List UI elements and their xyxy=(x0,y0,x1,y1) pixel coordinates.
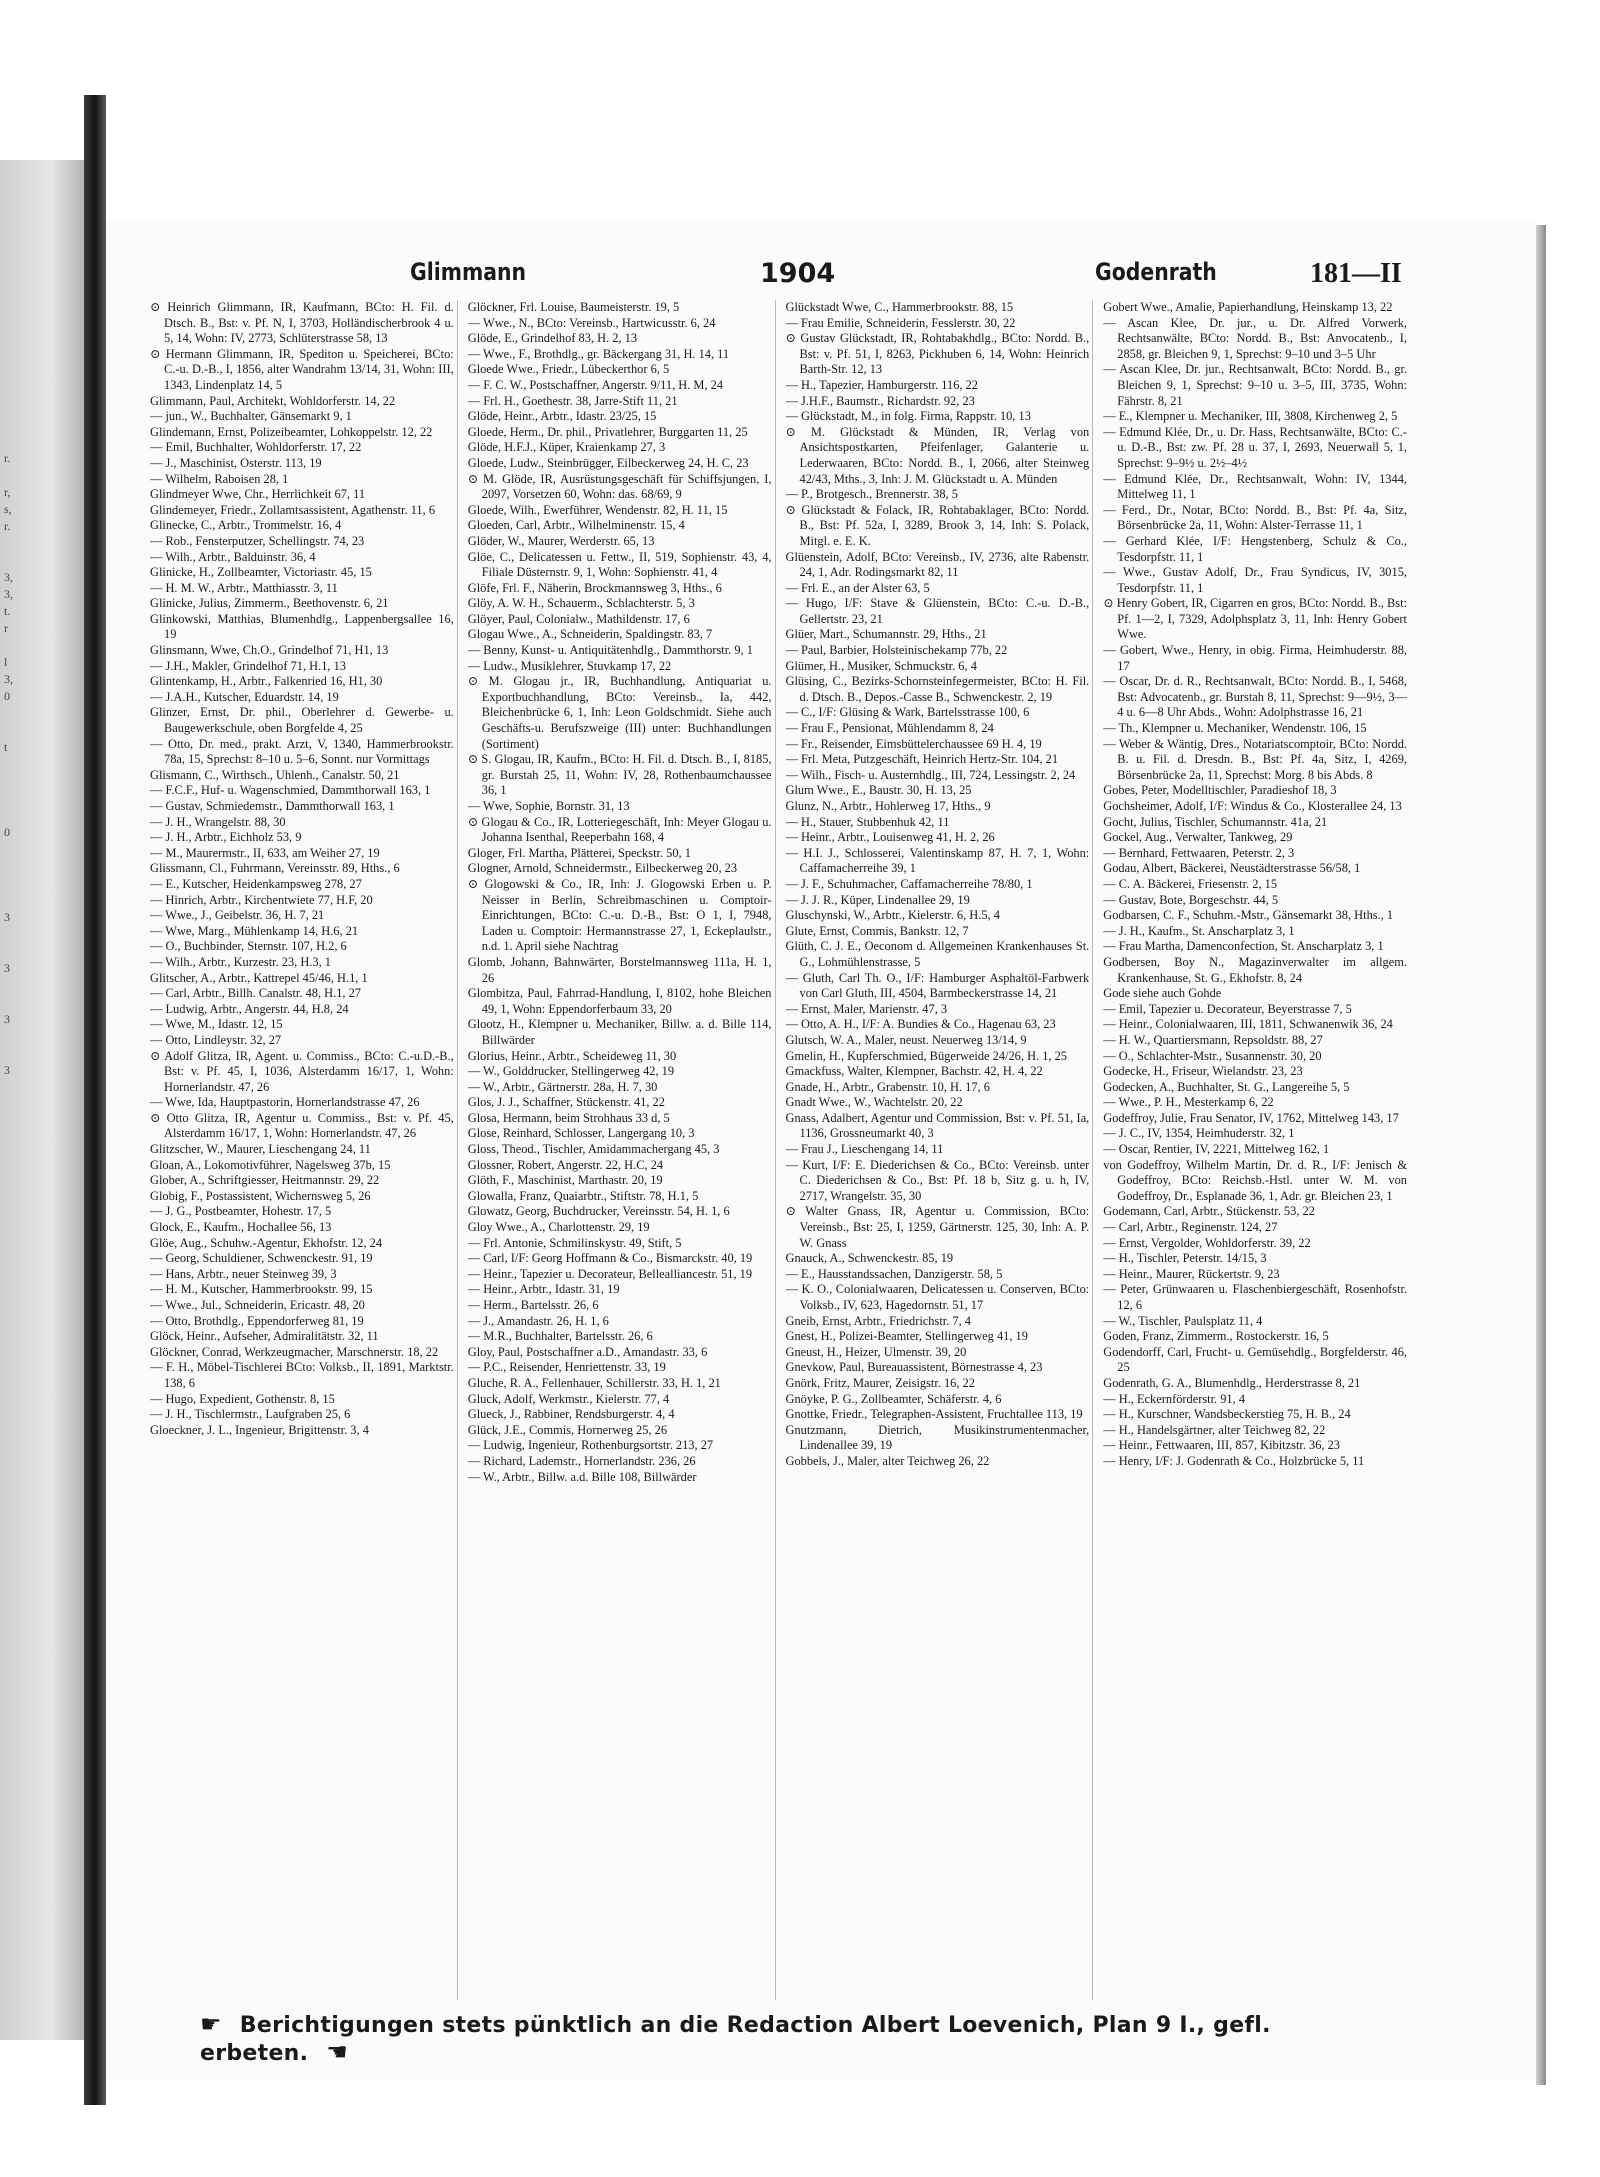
directory-entry: — jun., W., Buchhalter, Gänsemarkt 9, 1 xyxy=(150,409,352,424)
directory-entry: Glüenstein, Adolf, BCto: Vereinsb., IV, 2736, alte Rabenstr. 24, 1, Adr. Rodingsmarkt 82, 11 xyxy=(785,549,1090,580)
directory-entry: — J.H.F., Baumstr., Richardstr. 92, 23 xyxy=(785,393,975,408)
directory-entry: Gloede, Ludw., Steinbrügger, Eilbeckerweg 24, H. C, 23 xyxy=(467,455,749,470)
directory-entry: — Gluth, Carl Th. O., I/F: Hamburger Asphaltöl-Farbwerk von Carl Gluth, III, 4504, Barmbeckerstrasse 14, 21 xyxy=(785,970,1090,1001)
directory-entry: — J. C., IV, 1354, Heimhuderstr. 32, 1 xyxy=(1103,1126,1295,1141)
directory-entry: — Richard, Lademstr., Hornerlandstr. 236, 26 xyxy=(467,1453,696,1468)
directory-entry: Glindemeyer, Friedr., Zollamtsassistent, Agathenstr. 11, 6 xyxy=(150,502,436,517)
directory-entry: — E., Hausstandssachen, Danzigerstr. 58, 5 xyxy=(785,1266,1003,1281)
directory-entry: — Wilh., Arbtr., Kurzestr. 23, H.3, 1 xyxy=(150,954,331,969)
directory-entry: Glootz, H., Klempner u. Mechaniker, Billw. a. d. Bille 114, Billwärder xyxy=(467,1017,772,1047)
directory-entry: — Frl. E., an der Alster 63, 5 xyxy=(785,580,930,595)
column-3 xyxy=(786,300,1094,2000)
directory-entry: Glose, Reinhard, Schlosser, Langergang 10, 3 xyxy=(467,1126,695,1141)
directory-entry: Gmelin, H., Kupferschmied, Bügerweide 24/26, H. 1, 25 xyxy=(785,1048,1067,1063)
directory-entry: — Ludwig, Arbtr., Angerstr. 44, H.8, 24 xyxy=(150,1001,349,1016)
directory-entry: — Frau Martha, Damenconfection, St. Anscharplatz 3, 1 xyxy=(1103,939,1384,954)
directory-entry: Gloy Wwe., A., Charlottenstr. 29, 19 xyxy=(467,1220,650,1235)
directory-entry: — Paul, Barbier, Holsteinischekamp 77b, 22 xyxy=(785,643,1008,658)
directory-entry: Godemann, Carl, Arbtr., Stückenstr. 53, 22 xyxy=(1103,1204,1315,1219)
directory-entry: ⊙ Glückstadt & Folack, IR, Rohtabaklager, BCto: Nordd. B., Bst: Pf. 52a, I, 3289, Brook 3, 14, Inh: S. Polack, Mitgl. e. E. K. xyxy=(785,502,1090,548)
directory-entry: Glinsmann, Wwe, Ch.O., Grindelhof 71, H1, 13 xyxy=(150,643,389,658)
directory-entry: — Gustav, Schmiedemstr., Dammthorwall 163, 1 xyxy=(150,799,395,813)
directory-entry: — Wwe, Ida, Hauptpastorin, Hornerlandstrasse 47, 26 xyxy=(150,1095,420,1110)
directory-entry: Godecke, H., Friseur, Wielandstr. 23, 23 xyxy=(1103,1064,1303,1079)
directory-entry: — Carl, Arbtr., Reginenstr. 124, 27 xyxy=(1103,1220,1278,1235)
directory-entry: Gloger, Frl. Martha, Plätterei, Speckstr. 50, 1 xyxy=(467,845,691,860)
directory-entry: — Otto, A. H., I/F: A. Bundies & Co., Hagenau 63, 23 xyxy=(785,1017,1056,1032)
directory-entry: — H. M. W., Arbtr., Matthiasstr. 3, 11 xyxy=(150,580,338,595)
directory-entry: — Edmund Klée, Dr., Rechtsanwalt, Wohn: IV, 1344, Mittelweg 11, 1 xyxy=(1103,471,1407,502)
pointing-hand-left-icon: ☛ xyxy=(200,2010,222,2038)
directory-entry: — Rob., Fensterputzer, Schellingstr. 74, 23 xyxy=(150,533,365,548)
directory-entry: — W., Arbtr., Billw. a.d. Bille 108, Billwärder xyxy=(467,1469,697,1484)
directory-entry: — W., Tischler, Paulsplatz 11, 4 xyxy=(1103,1313,1263,1328)
directory-entry: — F.C.F., Huf- u. Wagenschmied, Dammthorwall 163, 1 xyxy=(150,783,431,798)
directory-entry: Gockel, Aug., Verwalter, Tankweg, 29 xyxy=(1103,830,1293,845)
directory-entry: — Hugo, Expedient, Gothenstr. 8, 15 xyxy=(150,1391,335,1406)
directory-entry: Glock, E., Kaufm., Hochallee 56, 13 xyxy=(150,1220,332,1235)
directory-entry: — Frl. H., Goethestr. 38, Jarre-Stift 11, 21 xyxy=(467,393,678,408)
directory-entry: — M.R., Buchhalter, Bartelsstr. 26, 6 xyxy=(467,1329,653,1344)
directory-entry: Gluck, Adolf, Werkmstr., Kielerstr. 77, 4 xyxy=(467,1391,670,1406)
directory-entry: — H., Handelsgärtner, alter Teichweg 82, 22 xyxy=(1103,1422,1326,1437)
directory-entry: — Emil, Tapezier u. Decorateur, Beyerstrasse 7, 5 xyxy=(1103,1001,1352,1016)
header-year: 1904 xyxy=(760,258,836,289)
directory-entry: Glogau Wwe., A., Schneiderin, Spaldingstr. 83, 7 xyxy=(467,627,713,642)
directory-entry: Glümer, H., Musiker, Schmuckstr. 6, 4 xyxy=(785,658,977,673)
directory-entry: Glintenkamp, H., Arbtr., Falkenried 16, H1, 30 xyxy=(150,674,383,689)
directory-entry: — Wilh., Arbtr., Balduinstr. 36, 4 xyxy=(150,549,316,564)
directory-entry: — Hugo, I/F: Stave & Glüenstein, BCto: C.-u. D.-B., Gellertstr. 23, 21 xyxy=(785,596,1090,626)
directory-entry: ⊙ S. Glogau, IR, Kaufm., BCto: H. Fil. d. Dtsch. B., I, 8185, gr. Burstah 25, 11, Wohn: IV, 28, Rothenbaumchaussee 36, 1 xyxy=(467,752,772,798)
directory-entry: Godenrath, G. A., Blumenhdlg., Herderstrasse 8, 21 xyxy=(1103,1375,1361,1390)
directory-entry: — Th., Klempner u. Mechaniker, Wendenstr. 106, 15 xyxy=(1103,721,1367,736)
directory-entry: — Frl. Meta, Putzgeschäft, Heinrich Hertz-Str. 104, 21 xyxy=(785,752,1059,767)
directory-entry: — Fr., Reisender, Eimsbüttelerchaussee 69 H. 4, 19 xyxy=(785,736,1042,751)
directory-entry: — Wwe., N., BCto: Vereinsb., Hartwicusstr. 6, 24 xyxy=(467,315,716,330)
column-4 xyxy=(1103,300,1410,2000)
directory-entry: Gneib, Ernst, Arbtr., Friedrichstr. 7, 4 xyxy=(785,1313,971,1328)
directory-entry: Godau, Albert, Bäckerei, Neustädterstrasse 56/58, 1 xyxy=(1103,861,1361,876)
directory-entry: — Glückstadt, M., in folg. Firma, Rappstr. 10, 13 xyxy=(785,409,1031,424)
directory-entry: — Henry, I/F: J. Godenrath & Co., Holzbrücke 5, 11 xyxy=(1103,1453,1365,1468)
directory-entry: — E., Kutscher, Heidenkampsweg 278, 27 xyxy=(150,876,362,891)
directory-entry: — Wwe., Jul., Schneiderin, Ericastr. 48, 20 xyxy=(150,1298,365,1312)
directory-entry: — Ernst, Vergolder, Wohldorferstr. 39, 22 xyxy=(1103,1235,1311,1250)
directory-entry: Glinecke, C., Arbtr., Trommelstr. 16, 4 xyxy=(150,518,342,533)
column-2 xyxy=(468,300,776,2000)
directory-entry: Gobbels, J., Maler, alter Teichweg 26, 22 xyxy=(785,1453,990,1468)
directory-entry: — Carl, Arbtr., Billh. Canalstr. 48, H.1, 27 xyxy=(150,986,361,1001)
directory-entry: Godeffroy, Julie, Frau Senator, IV, 1762, Mittelweg 143, 17 xyxy=(1103,1110,1399,1125)
directory-entry: Glimmann, Paul, Architekt, Wohldorferstr. 14, 22 xyxy=(150,393,396,408)
directory-entry: — O., Schlachter-Mstr., Susannenstr. 30, 20 xyxy=(1103,1048,1322,1063)
directory-entry: — H., Tischler, Peterstr. 14/15, 3 xyxy=(1103,1251,1267,1266)
directory-entry: Gnevkow, Paul, Bureauassistent, Börnestrasse 4, 23 xyxy=(785,1360,1043,1375)
directory-entry: ⊙ M. Glückstadt & Münden, IR, Verlag von Ansichtspostkarten, Pfeifenlager, Galanterie u. Lederwaaren, BCto: Nordd. B., I, 2066, alter Steinweg 42/43, Mths., 3, Inh: J. M. Glückstadt u. A. Münden xyxy=(785,424,1090,486)
directory-entry: Gluschynski, W., Arbtr., Kielerstr. 6, H.5, 4 xyxy=(785,908,1000,923)
directory-entry: — Heinr., Colonialwaaren, III, 1811, Schwanenwik 36, 24 xyxy=(1103,1017,1393,1032)
directory-entry: — Weber & Wäntig, Dres., Notariatscomptoir, BCto: Nordd. B. u. Fil. d. Dresdn. B., Bst: Pf. 4a, Sitz, I, 4269, Börsenbrücke 2a, 11, Sprechst: Morg. 8 bis Abds. 8 xyxy=(1103,736,1407,782)
directory-entry: — Frau J., Lieschengang 14, 11 xyxy=(785,1142,944,1157)
directory-entry: — J. H., Wrangelstr. 88, 30 xyxy=(150,814,286,829)
directory-entry: Gloeckner, J. L., Ingenieur, Brigittenstr. 3, 4 xyxy=(150,1422,369,1437)
directory-entry: Glober, A., Schriftgiesser, Heitmannstr. 29, 22 xyxy=(150,1173,380,1188)
directory-entry: — Ludwig, Ingenieur, Rothenburgsortstr. 213, 27 xyxy=(467,1438,714,1453)
directory-entry: Glöe, Aug., Schuhw.-Agentur, Ekhofstr. 12, 24 xyxy=(150,1235,383,1250)
directory-entry: ⊙ Gustav Glückstadt, IR, Rohtabakhdlg., BCto: Nordd. B., Bst: v. Pf. 51, I, 8263, Pickhuben 6, 14, Wohn: Heinrich Barth-Str. 12, 13 xyxy=(785,331,1090,377)
directory-entry: — Kurt, I/F: E. Diederichsen & Co., BCto: Vereinsb. unter C. Diederichsen & Co., Bst: Pf. 18 b, Sitz g. u. h, IV, 2717, Wrangelstr. 35, 30 xyxy=(785,1157,1090,1203)
header-left-word: Glimmann xyxy=(410,258,527,286)
directory-entry: Gnöyke, P. G., Zollbeamter, Schäferstr. 4, 6 xyxy=(785,1391,1002,1406)
directory-entry: Gnauck, A., Schwenckestr. 85, 19 xyxy=(785,1251,954,1266)
directory-entry: — Edmund Klée, Dr., u. Dr. Hass, Rechtsanwälte, BCto: C.- u. D.-B., Bst: zw. Pf. 28 u. 37, I, 2693, Neuerwall 5, 1, Sprechst: 9–9½ u. 2½–4½ xyxy=(1103,424,1407,470)
header-right-word: Godenrath xyxy=(1095,258,1217,286)
directory-entry: — H.I. J., Schlosserei, Valentinskamp 87, H. 7, 1, Wohn: Caffamacherreihe 39, 1 xyxy=(785,845,1090,876)
directory-entry: — Heinr., Maurer, Rückertstr. 9, 23 xyxy=(1103,1266,1280,1281)
directory-entry: Gloeden, Carl, Arbtr., Wilhelminenstr. 15, 4 xyxy=(467,518,685,533)
directory-entry: — Ascan Klee, Dr. jur., Rechtsanwalt, BCto: Nordd. B., gr. Bleichen 9, 1, Sprechst: 9–10 u. 3–5, III, 3735, Wohn: Fährstr. 8, 21 xyxy=(1103,362,1407,408)
directory-entry: — J. H., Arbtr., Eichholz 53, 9 xyxy=(150,830,302,845)
pointing-hand-right-icon: ☚ xyxy=(326,2038,349,2066)
directory-entry: Gloede Wwe., Friedr., Lübeckerthor 6, 5 xyxy=(467,362,670,377)
directory-entry: Gluche, R. A., Fellenhauer, Schillerstr. 33, H. 1, 21 xyxy=(467,1375,721,1390)
directory-entry: Gnest, H., Polizei-Beamter, Stellingerweg 41, 19 xyxy=(785,1329,1028,1344)
directory-entry: — P., Brotgesch., Brennerstr. 38, 5 xyxy=(785,487,958,502)
directory-entry: — Gerhard Klée, I/F: Hengstenberg, Schulz & Co., Tesdorpfstr. 11, 1 xyxy=(1103,533,1407,564)
directory-entry: — E., Klempner u. Mechaniker, III, 3808, Kirchenweg 2, 5 xyxy=(1103,409,1398,424)
directory-entry: Gmackfuss, Walter, Klempner, Bachstr. 42, H. 4, 22 xyxy=(785,1064,1043,1079)
directory-entry: Glinzer, Ernst, Dr. phil., Oberlehrer d. Gewerbe- u. Baugewerkschule, oben Borgfelde 4, 25 xyxy=(150,705,454,736)
directory-entry: — Oscar, Rentier, IV, 2221, Mittelweg 162, 1 xyxy=(1103,1142,1330,1157)
directory-entry: Glöe, C., Delicatessen u. Fettw., II, 519, Sophienstr. 43, 4, Filiale Düsternstr. 9, 1, Wohn: Sophienstr. 41, 4 xyxy=(467,549,772,580)
directory-entry: — O., Buchbinder, Sternstr. 107, H.2, 6 xyxy=(150,939,347,954)
directory-entry: — Wwe., J., Geibelstr. 36, H. 7, 21 xyxy=(150,908,325,923)
directory-entry: Gobert Wwe., Amalie, Papierhandlung, Heinskamp 13, 22 xyxy=(1103,300,1393,314)
directory-entry: — J. H., Tischlermstr., Laufgraben 25, 6 xyxy=(150,1407,351,1422)
directory-entry: Glöder, W., Maurer, Werderstr. 65, 13 xyxy=(467,533,655,548)
directory-entry: Gnörk, Fritz, Maurer, Zeisigstr. 16, 22 xyxy=(785,1375,975,1390)
directory-entry: — J. H., Kaufm., St. Anscharplatz 3, 1 xyxy=(1103,923,1295,938)
directory-entry: — Peter, Grünwaaren u. Flaschenbiergeschäft, Rosenhofstr. 12, 6 xyxy=(1103,1282,1407,1312)
directory-entry: Glöckner, Conrad, Werkzeugmacher, Marschnerstr. 18, 22 xyxy=(150,1344,439,1359)
directory-entry: — C. A. Bäckerei, Friesenstr. 2, 15 xyxy=(1103,876,1278,891)
directory-entry: Godbarsen, C. F., Schuhm.-Mstr., Gänsemarkt 38, Hths., 1 xyxy=(1103,908,1394,923)
directory-entry: — Wwe., F., Brothdlg., gr. Bäckergang 31, H. 14, 11 xyxy=(467,346,730,361)
directory-entry: — Heinr., Tapezier u. Decorateur, Bellealliancestr. 51, 19 xyxy=(467,1266,753,1281)
directory-entry: Gnadt Wwe., W., Wachtelstr. 20, 22 xyxy=(785,1095,963,1110)
directory-entry: ⊙ Heinrich Glimmann, IR, Kaufmann, BCto: H. Fil. d. Dtsch. B., Bst: v. Pf. N, I, 3703, Holländischerbrook 4 u. 5, 14, Wohn: IV, 2773, Schlüterstrasse 58, 13 xyxy=(150,300,454,346)
directory-entry: Glissmann, Cl., Fuhrmann, Vereinsstr. 89, Hths., 6 xyxy=(150,861,400,876)
directory-entry: Glitzscher, W., Maurer, Lieschengang 24, 11 xyxy=(150,1142,371,1157)
directory-entry: — Georg, Schuldiener, Schwenckestr. 91, 19 xyxy=(150,1251,373,1266)
directory-entry: — J. G., Postbeamter, Hohestr. 17, 5 xyxy=(150,1204,332,1219)
directory-entry: — F. H., Möbel-Tischlerei BCto: Volksb., II, 1891, Marktstr. 138, 6 xyxy=(150,1360,454,1390)
directory-entry: Goden, Franz, Zimmerm., Rostockerstr. 16, 5 xyxy=(1103,1329,1329,1344)
directory-entry: — Otto, Brothdlg., Eppendorferweg 81, 19 xyxy=(150,1313,364,1328)
directory-entry: Glitscher, A., Arbtr., Kattrepel 45/46, H.1, 1 xyxy=(150,970,368,985)
directory-entry: — J. J. R., Küper, Lindenallee 29, 19 xyxy=(785,892,970,907)
directory-entry: — H., Eckernförderstr. 91, 4 xyxy=(1103,1391,1246,1406)
directory-entry: ⊙ Otto Glitza, IR, Agentur u. Commiss., Bst: v. Pf. 45, Alsterdamm 16/17, 1, Wohn: Hornerlandstr. 47, 26 xyxy=(150,1110,454,1141)
directory-entry: Glindemann, Ernst, Polizeibeamter, Lohkoppelstr. 12, 22 xyxy=(150,424,433,439)
directory-entry: Globig, F., Postassistent, Wichernsweg 5, 26 xyxy=(150,1188,371,1203)
directory-columns xyxy=(150,300,1410,2000)
directory-entry: — J.H., Makler, Grindelhof 71, H.1, 13 xyxy=(150,658,347,673)
directory-entry: ⊙ Henry Gobert, IR, Cigarren en gros, BCto: Nordd. B., Bst: Pf. 1—2, I, 7329, Adolphsplatz 3, 11, Inh: Henry Gobert Wwe. xyxy=(1103,596,1407,642)
directory-entry: von Godeffroy, Wilhelm Martin, Dr. d. R., I/F: Jenisch & Godeffroy, BCto: Reichsb.-Hstl. unter W. M. von Godeffroy, Dr., Esplanade 36, 1, Adr. gr. Bleichen 23, 1 xyxy=(1103,1157,1407,1203)
directory-entry: Glueck, J., Rabbiner, Rendsburgerstr. 4, 4 xyxy=(467,1407,675,1422)
directory-entry: — Wilhelm, Raboisen 28, 1 xyxy=(150,471,289,486)
directory-entry: Glismann, C., Wirthsch., Uhlenh., Canalstr. 50, 21 xyxy=(150,767,400,782)
directory-entry: — Hinrich, Arbtr., Kirchentwiete 77, H.F, 20 xyxy=(150,892,373,907)
directory-entry: ⊙ Hermann Glimmann, IR, Spediton u. Speicherei, BCto: C.-u. D.-B., I, 1856, alter Wandrahm 13/14, 31, Wohn: III, 1343, Lindenplatz 14, 5 xyxy=(150,346,454,392)
directory-entry: Glöde, H.F.J., Küper, Kraienkamp 27, 3 xyxy=(467,440,666,455)
directory-entry: — J.A.H., Kutscher, Eduardstr. 14, 19 xyxy=(150,689,339,704)
left-margin-letters: r. r, s, r. 3, 3, t. r l 3, 0 t 0 3 3 3 3 xyxy=(4,451,13,1077)
directory-entry: — C., I/F: Glüsing & Wark, Bartelsstrasse 100, 6 xyxy=(785,705,1030,720)
directory-entry: — Wwe, Marg., Mühlenkamp 14, H.6, 21 xyxy=(150,923,359,938)
directory-entry: — Wwe., Gustav Adolf, Dr., Frau Syndicus, IV, 3015, Tesdorpfstr. 11, 1 xyxy=(1103,565,1407,595)
directory-entry: — Gobert, Wwe., Henry, in obig. Firma, Heimhuderstr. 88, 17 xyxy=(1103,643,1407,673)
directory-entry: Godecken, A., Buchhalter, St. G., Langereihe 5, 5 xyxy=(1103,1079,1350,1094)
directory-entry: Gochsheimer, Adolf, I/F: Windus & Co., Klosterallee 24, 13 xyxy=(1103,799,1402,813)
directory-entry: — Ascan Klee, Dr. jur., u. Dr. Alfred Vorwerk, Rechtsanwälte, BCto: Nordd. B., Bst: Anvocatenb., I, 2858, gr. Bleichen 9, 1, Sprechst: 9–10 und 3–5 Uhr xyxy=(1103,315,1407,361)
right-page-edge xyxy=(1536,225,1546,2085)
directory-entry: Gnutzmann, Dietrich, Musikinstrumentenmacher, Lindenallee 39, 19 xyxy=(785,1422,1090,1453)
directory-entry: — Oscar, Dr. d. R., Rechtsanwalt, BCto: Nordd. B., I, 5468, Bst: Advocatenb., gr. Burstah 8, 11, Sprechst: 9—9½, 3—4 u. 6—8 Uhr Abds., Wohn: Adolphstrasse 16, 21 xyxy=(1103,674,1407,720)
directory-entry: — J., Amandastr. 26, H. 1, 6 xyxy=(467,1313,609,1328)
footer-text: Berichtigungen stets pünktlich an die Redaction Albert Loevenich, Plan 9 I., gefl. erbeten. xyxy=(200,2013,1271,2066)
directory-entry: — Bernhard, Fettwaaren, Peterstr. 2, 3 xyxy=(1103,845,1295,860)
directory-entry: Gloy, Paul, Postschaffner a.D., Amandastr. 33, 6 xyxy=(467,1344,708,1359)
directory-entry: Gocht, Julius, Tischler, Schumannstr. 41a, 21 xyxy=(1103,814,1328,829)
directory-entry: Gnottke, Friedr., Telegraphen-Assistent, Fruchtallee 113, 19 xyxy=(785,1407,1083,1422)
directory-entry: Glombitza, Paul, Fahrrad-Handlung, I, 8102, hohe Bleichen 49, 1, Wohn: Eppendorferbaum 33, 20 xyxy=(467,986,772,1016)
directory-entry: Gnass, Adalbert, Agentur und Commission, Bst: v. Pf. 51, Ia, 1136, Grossneumarkt 40, 3 xyxy=(785,1110,1090,1141)
directory-entry: — Wilh., Fisch- u. Austernhdlg., III, 724, Lessingstr. 2, 24 xyxy=(785,767,1076,782)
directory-entry: — H. W., Quartiersmann, Repsoldstr. 88, 27 xyxy=(1103,1032,1323,1047)
directory-entry: — Ferd., Dr., Notar, BCto: Nordd. B., Bst: Pf. 4a, Sitz, Börsenbrücke 2a, 11, Wohn: Alster-Terrasse 11, 1 xyxy=(1103,502,1407,533)
directory-entry: Gloede, Herm., Dr. phil., Privatlehrer, Burggarten 11, 25 xyxy=(467,424,748,439)
directory-entry: Glorius, Heinr., Arbtr., Scheideweg 11, 30 xyxy=(467,1048,677,1063)
directory-entry: — J. F., Schuhmacher, Caffamacherreihe 78/80, 1 xyxy=(785,876,1033,891)
directory-entry: ⊙ Walter Gnass, IR, Agentur u. Commission, BCto: Vereinsb., Bst: 25, I, 1259, Gärtnerstr. 125, 30, Inh: A. P. W. Gnass xyxy=(785,1204,1090,1250)
page-header xyxy=(110,258,1410,298)
directory-entry: Glück, J.E., Commis, Hornerweg 25, 26 xyxy=(467,1422,668,1437)
directory-entry: — F. C. W., Postschaffner, Angerstr. 9/11, H. M, 24 xyxy=(467,377,724,392)
page-number: 181—II xyxy=(1310,258,1402,289)
directory-entry: Gnade, H., Arbtr., Grabenstr. 10, H. 17, 6 xyxy=(785,1079,990,1094)
directory-entry: ⊙ Glogowski & Co., IR, Inh: J. Glogowski Erben u. P. Neisser in Berlin, Schreibmaschinen u. Comptoir-Einrichtungen, BCto: C.-u. D.-B., Bst: O 1, I, 7948, Laden u. Comptoir: Hermannstrasse 27, 1, Eckeplaulstr., n.d. 1. April siehe Nachtrag xyxy=(467,876,772,954)
directory-entry: — W., Golddrucker, Stellingerweg 42, 19 xyxy=(467,1064,675,1079)
directory-entry: — Otto, Dr. med., prakt. Arzt, V, 1340, Hammerbrookstr. 78a, 15, Sprechst: 8–10 u. 5–6, Sonnt. nur Vormittags xyxy=(150,736,454,767)
directory-entry: — H., Stauer, Stubbenhuk 42, 11 xyxy=(785,814,950,829)
directory-entry: Gode siehe auch Gohde xyxy=(1103,986,1222,1001)
directory-entry: Glöyer, Paul, Colonialw., Mathildenstr. 17, 6 xyxy=(467,611,690,626)
directory-entry: — Otto, Lindleystr. 32, 27 xyxy=(150,1032,282,1047)
directory-entry: — Carl, I/F: Georg Hoffmann & Co., Bismarckstr. 40, 19 xyxy=(467,1251,753,1266)
directory-entry: Glum Wwe., E., Baustr. 30, H. 13, 25 xyxy=(785,783,972,798)
directory-entry: Glowatz, Georg, Buchdrucker, Vereinsstr. 54, H. 1, 6 xyxy=(467,1204,730,1219)
directory-entry: Gobes, Peter, Modelltischler, Paradieshof 18, 3 xyxy=(1103,783,1337,798)
directory-entry: — P.C., Reisender, Henriettenstr. 33, 19 xyxy=(467,1360,666,1375)
directory-entry: Glosa, Hermann, beim Strohhaus 33 d, 5 xyxy=(467,1110,670,1125)
directory-entry: Glöth, F., Maschinist, Marthastr. 20, 19 xyxy=(467,1173,663,1188)
directory-entry: — Wwe, M., Idastr. 12, 15 xyxy=(150,1017,283,1032)
directory-entry: — Wwe, Sophie, Bornstr. 31, 13 xyxy=(467,799,630,813)
directory-entry: Glindmeyer Wwe, Chr., Herrlichkeit 67, 11 xyxy=(150,487,366,502)
directory-entry: — Heinr., Fettwaaren, III, 857, Kibitzstr. 36, 23 xyxy=(1103,1438,1341,1453)
directory-entry: Glowalla, Franz, Quaiarbtr., Stiftstr. 78, H.1, 5 xyxy=(467,1188,699,1203)
directory-entry: Glüsing, C., Bezirks-Schornsteinfegermeister, BCto: H. Fil. d. Dtsch. B., Depos.-Casse B., Schwenckestr. 2, 19 xyxy=(785,674,1090,704)
directory-entry: Glossner, Robert, Angerstr. 22, H.C, 24 xyxy=(467,1157,664,1172)
directory-entry: Glutsch, W. A., Maler, neust. Neuerweg 13/14, 9 xyxy=(785,1032,1027,1047)
directory-entry: — J., Maschinist, Osterstr. 113, 19 xyxy=(150,455,322,470)
directory-entry: — K. O., Colonialwaaren, Delicatessen u. Conserven, BCto: Volksb., IV, 623, Hagedornstr. 51, 17 xyxy=(785,1282,1090,1312)
directory-entry: — W., Arbtr., Gärtnerstr. 28a, H. 7, 30 xyxy=(467,1079,658,1094)
directory-entry: — H., Tapezier, Hamburgerstr. 116, 22 xyxy=(785,377,978,392)
directory-entry: Glöck, Heinr., Aufseher, Admiralitätstr. 32, 11 xyxy=(150,1329,379,1344)
directory-entry: Glöde, Heinr., Arbtr., Idastr. 23/25, 15 xyxy=(467,409,657,424)
directory-entry: — M., Maurermstr., II, 633, am Weiher 27, 19 xyxy=(150,845,380,860)
directory-entry: ⊙ Glogau & Co., IR, Lotteriegeschäft, Inh: Meyer Glogau u. Johanna Isenthal, Reeperbahn 168, 4 xyxy=(467,814,772,845)
directory-entry: — Ernst, Maler, Marienstr. 47, 3 xyxy=(785,1001,948,1016)
directory-entry: — Gustav, Bote, Borgeschstr. 44, 5 xyxy=(1103,892,1279,907)
directory-entry: Glos, J. J., Schaffner, Stückenstr. 41, 22 xyxy=(467,1095,665,1110)
directory-entry: Glückstadt Wwe, C., Hammerbrookstr. 88, 15 xyxy=(785,300,1014,314)
directory-entry: Glöde, E., Grindelhof 83, H. 2, 13 xyxy=(467,331,638,346)
directory-entry: Godbersen, Boy N., Magazinverwalter im allgem. Krankenhause, St. G., Ekhofstr. 8, 24 xyxy=(1103,954,1407,985)
directory-entry: — Emil, Buchhalter, Wohldorferstr. 17, 22 xyxy=(150,440,362,455)
directory-entry: Gloss, Theod., Tischler, Amidammachergang 45, 3 xyxy=(467,1142,720,1157)
column-1 xyxy=(150,300,458,2000)
directory-entry: Glomb, Johann, Bahnwärter, Borstelmannsweg 111a, H. 1, 26 xyxy=(467,954,772,985)
directory-entry: — Frau Emilie, Schneiderin, Fesslerstr. 30, 22 xyxy=(785,315,1016,330)
directory-entry: ⊙ M. Glogau jr., IR, Buchhandlung, Antiquariat u. Exportbuchhandlung, BCto: Vereinsb., Ia, 442, Bleichenbrücke 6, 1, Inh: Leon Goldschmidt. Siehe auch Geschäfts-u. Berufszweige (III) unter: Buchhandlungen (Sortiment) xyxy=(467,674,772,751)
directory-entry: Glüer, Mart., Schumannstr. 29, Hths., 21 xyxy=(785,627,987,642)
directory-entry: — H. M., Kutscher, Hammerbrookstr. 99, 15 xyxy=(150,1282,373,1297)
directory-entry: — H., Kurschner, Wandsbeckerstieg 75, H. B., 24 xyxy=(1103,1407,1351,1422)
directory-entry: — Frau F., Pensionat, Mühlendamm 8, 24 xyxy=(785,721,994,736)
directory-entry: — Benny, Kunst- u. Antiquitätenhdlg., Dammthorstr. 9, 1 xyxy=(467,643,753,658)
directory-entry: Glinicke, H., Zollbeamter, Victoriastr. 45, 15 xyxy=(150,565,372,580)
directory-entry: Glöckner, Frl. Louise, Baumeisterstr. 19, 5 xyxy=(467,300,680,314)
directory-entry: — Ludw., Musiklehrer, Stuvkamp 17, 22 xyxy=(467,658,672,673)
directory-entry: Glöfe, Frl. F., Näherin, Brockmannsweg 3, Hths., 6 xyxy=(467,580,722,595)
directory-entry: Gloede, Wilh., Ewerführer, Wendenstr. 82, H. 11, 15 xyxy=(467,502,728,517)
directory-entry: — Frl. Antonie, Schmilinskystr. 49, Stift, 5 xyxy=(467,1235,682,1250)
directory-entry: Godendorff, Carl, Frucht- u. Gemüsehdlg., Borgfelderstr. 46, 25 xyxy=(1103,1344,1407,1375)
directory-entry: Glute, Ernst, Commis, Bankstr. 12, 7 xyxy=(785,923,969,938)
left-page-edge xyxy=(0,160,92,2040)
directory-entry: — Wwe., P. H., Mesterkamp 6, 22 xyxy=(1103,1095,1274,1110)
directory-entry: ⊙ M. Glöde, IR, Ausrüstungsgeschäft für Schiffsjungen, I, 2097, Vorsetzen 60, Wohn: das. 68/69, 9 xyxy=(467,471,772,502)
directory-entry: Glinkowski, Matthias, Blumenhdlg., Lappenbergsallee 16, 19 xyxy=(150,611,454,642)
directory-entry: — Heinr., Arbtr., Idastr. 31, 19 xyxy=(467,1282,620,1297)
page-footer xyxy=(200,2010,1350,2066)
directory-entry: Glunz, N., Arbtr., Hohlerweg 17, Hths., 9 xyxy=(785,799,991,813)
book-gutter xyxy=(84,95,106,2105)
directory-entry: — Hans, Arbtr., neuer Steinweg 39, 3 xyxy=(150,1266,337,1281)
directory-entry: Gneust, H., Heizer, Ulmenstr. 39, 20 xyxy=(785,1344,967,1359)
directory-entry: Glogner, Arnold, Schneidermstr., Eilbeckerweg 20, 23 xyxy=(467,861,738,876)
directory-entry: Glinicke, Julius, Zimmerm., Beethovenstr. 6, 21 xyxy=(150,596,389,611)
directory-entry: Glöy, A. W. H., Schauerm., Schlachterstr. 5, 3 xyxy=(467,596,695,611)
directory-entry: — Heinr., Arbtr., Louisenweg 41, H. 2, 26 xyxy=(785,830,995,845)
directory-entry: Glüth, C. J. E., Oeconom d. Allgemeinen Krankenhauses St. G., Lohmühlenstrasse, 5 xyxy=(785,939,1090,969)
directory-entry: ⊙ Adolf Glitza, IR, Agent. u. Commiss., BCto: C.-u.D.-B., Bst: v. Pf. 45, I, 1036, Alsterdamm 16/17, 1, Wohn: Hornerlandstr. 47, 26 xyxy=(150,1048,454,1094)
directory-entry: Gloan, A., Lokomotivführer, Nagelsweg 37b, 15 xyxy=(150,1157,391,1172)
directory-entry: — Herm., Bartelsstr. 26, 6 xyxy=(467,1298,599,1312)
